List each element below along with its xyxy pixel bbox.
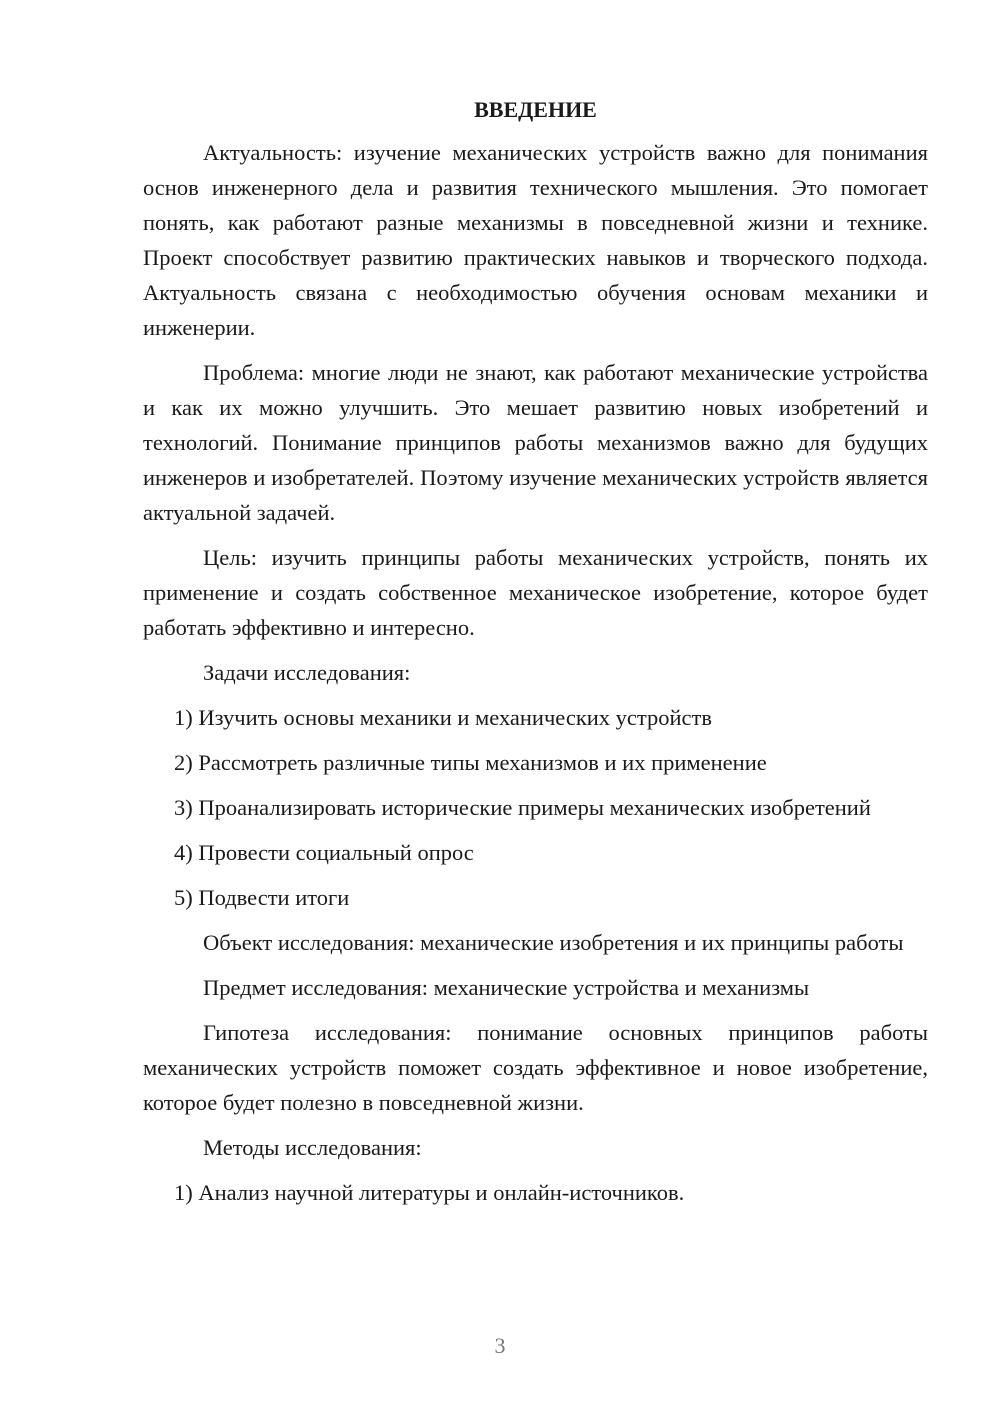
method-item-1: 1) Анализ научной литературы и онлайн-источников. — [174, 1180, 685, 1205]
task-item-5: 5) Подвести итоги — [174, 885, 350, 910]
task-item-2: 2) Рассмотреть различные типы механизмов и их применение — [174, 750, 767, 775]
paragraph-goal: Цель: изучить принципы работы механических устройств, понять их применение и создать собственное механическое изобретение, которое будет работать эффективно и интересно. — [143, 545, 928, 640]
page-number: 3 — [494, 1333, 506, 1358]
paragraph-problem: Проблема: многие люди не знают, как работают механические устройства и как их можно улучшить. Это мешает развитию новых изобретений и технологий. Понимание принципов работы механизмов важно для будущих инженеров и изобретателей. Поэтому изучение механических устройств является актуальной задачей. — [143, 360, 928, 525]
page-content — [143, 95, 928, 1220]
methods-heading: Методы исследования: — [203, 1135, 422, 1160]
paragraph-relevance: Актуальность: изучение механических устройств важно для понимания основ инженерного дела и развития технического мышления. Это помогает понять, как работают разные механизмы в повседневной жизни и технике. Проект способствует развитию практических навыков и творческого подхода. Актуальность связана с необходимостью обучения основам механики и инженерии. — [143, 140, 928, 340]
paragraph-object: Объект исследования: механические изобретения и их принципы работы — [203, 930, 904, 955]
paragraph-hypothesis: Гипотеза исследования: понимание основных принципов работы механических устройств поможет создать эффективное и новое изобретение, которое будет полезно в повседневной жизни. — [143, 1020, 928, 1115]
task-item-3: 3) Проанализировать исторические примеры механических изобретений — [174, 795, 871, 820]
task-item-1: 1) Изучить основы механики и механических устройств — [174, 705, 713, 730]
section-title: ВВЕДЕНИЕ — [474, 97, 597, 122]
task-item-4: 4) Провести социальный опрос — [174, 840, 474, 865]
paragraph-subject: Предмет исследования: механические устройства и механизмы — [203, 975, 810, 1000]
tasks-heading: Задачи исследования: — [203, 660, 411, 685]
